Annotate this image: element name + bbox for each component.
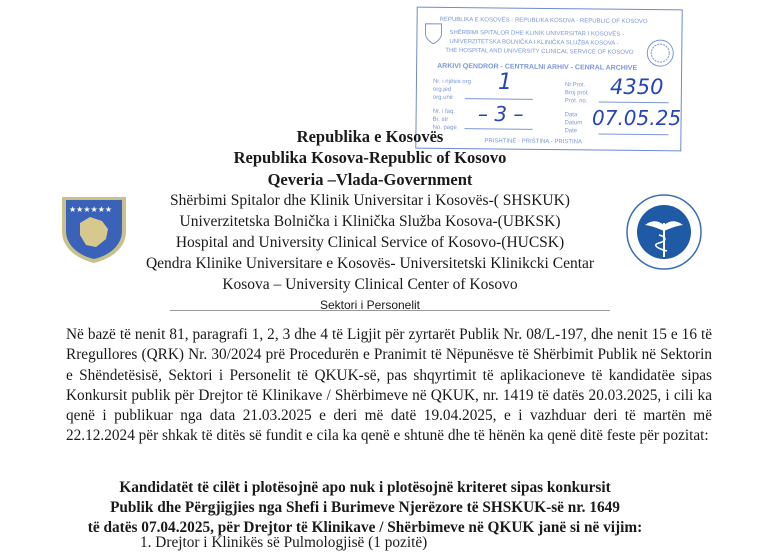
stamp-line: SHËRBIMI SPITALOR DHE KLINIK UNIVERSITAR I KOSOVËS - xyxy=(449,29,624,38)
intro-paragraph: Në bazë të nenit 81, paragrafi 1, 2, 3 dhe 4 të Ligjit për zyrtarët Publik Nr. 08/L-197, dhe nenit 15 e 16 të Rregullores (QRK) Nr. 30/2024 prë Procedurën e Pranimit të Nëpunësve të Shërbimit Publik në Sektorin e Shëndetësisë, Sektori i Personelit të QKUK-së, pas shqyrtimit të aplikacioneve të kandidatëe sipas Konkursit publik për Drejtor të Klinikave / Shërbimeve në QKUK, nr. 1419 të datës 20.03.2025, i cili ka qenë i publikuar nga data 21.03.2025 e deri më datë 19.04.2025, e i vazhduar deri të martën më 22.12.2024 për shkak të ditës së fundit e cila ka qenë e shtunë dhe të hënën ka qenë ditë feste për pozitat: xyxy=(66,326,712,445)
org-labels: Nr. i njësis org org.jed org.unit xyxy=(432,78,472,101)
header-qkuk: Qendra Klinike Universitare e Kosovës- Universitetski Klinikcki Centar xyxy=(145,255,595,272)
date-labels: Data Datum Date xyxy=(564,112,583,135)
position-list-item: 1. Drejtor i Klinikës së Pulmologjisë (1 pozitë) xyxy=(140,534,428,551)
protocol-number-value: 4350 xyxy=(610,75,664,99)
candidates-heading xyxy=(0,478,730,538)
header-shskuk: Shërbimi Spitalor dhe Klinik Universitar i Kosovës-( SHSKUK) xyxy=(170,192,570,209)
stamp-crest-icon xyxy=(423,22,443,46)
stamp-archive: ARKIVI QENDROR - CENTRALNI ARHIV - CENRAL ARCHIVE xyxy=(437,62,638,72)
candidates-heading-line: Kandidatët të cilët i plotësojnë apo nuk i plotësojnë kriteret sipas konkursit xyxy=(119,479,611,496)
kosovo-coat-of-arms-icon xyxy=(58,193,130,265)
candidates-heading-line: të datës 07.04.2025, për Drejtor të Klinikave / Shërbimeve në QKUK janë si në vijim: xyxy=(87,519,643,536)
uccк-seal-icon xyxy=(625,193,703,271)
header-republic-sq: Republika e Kosovës xyxy=(296,127,444,146)
header-ucck: Kosova – University Clinical Center of Kosovo xyxy=(222,276,518,293)
header-ubksk: Univerzitetska Bolnička i Klinička Služba Kosova-(UBKSK) xyxy=(179,213,561,230)
stamp-line: THE HOSPITAL AND UNIVERSITY CLINICAL SERVICE OF KOSOVO xyxy=(445,47,634,56)
header-sector: Sektori i Personelit xyxy=(319,298,421,312)
svg-text:★★★★★★: ★★★★★★ xyxy=(69,205,113,214)
prot-labels: Nr.Prot. Broj prot. Prot. no. xyxy=(564,82,590,105)
stamp-date-value: 07.05.25 xyxy=(592,106,682,130)
org-unit-value: 1 xyxy=(498,70,512,95)
stamp-line: UNIVERZITETSKA BOLNIČKA I KLINIČKA SLUŽBA KOSOVA - xyxy=(449,38,619,47)
header-hucsk: Hospital and University Clinical Service of Kosovo-(HUCSK) xyxy=(175,234,565,251)
header-government: Qeveria –Vlada-Government xyxy=(267,170,473,189)
page-count-value: – 3 – xyxy=(478,102,524,126)
header-republic-sr-en: Republika Kosova-Republic of Kosovo xyxy=(233,148,507,167)
stamp-city: PRISHTINË - PRIŠTINA - PRISTINA xyxy=(484,138,583,146)
stamp-line: REPUBLIKA E KOSOVËS - REPUBLIKA KOSOVA - REPUBLIC OF KOSOVO xyxy=(439,16,648,26)
stamp-seal-icon xyxy=(645,38,675,68)
candidates-heading-line: Publik dhe Përgjigjies nga Shefi i Burimeve Njerëzore të SHSKUK-së nr. 1649 xyxy=(110,499,620,516)
page-labels: Nr. i faq. Br. str No. page xyxy=(432,108,457,132)
header-divider xyxy=(170,310,610,311)
